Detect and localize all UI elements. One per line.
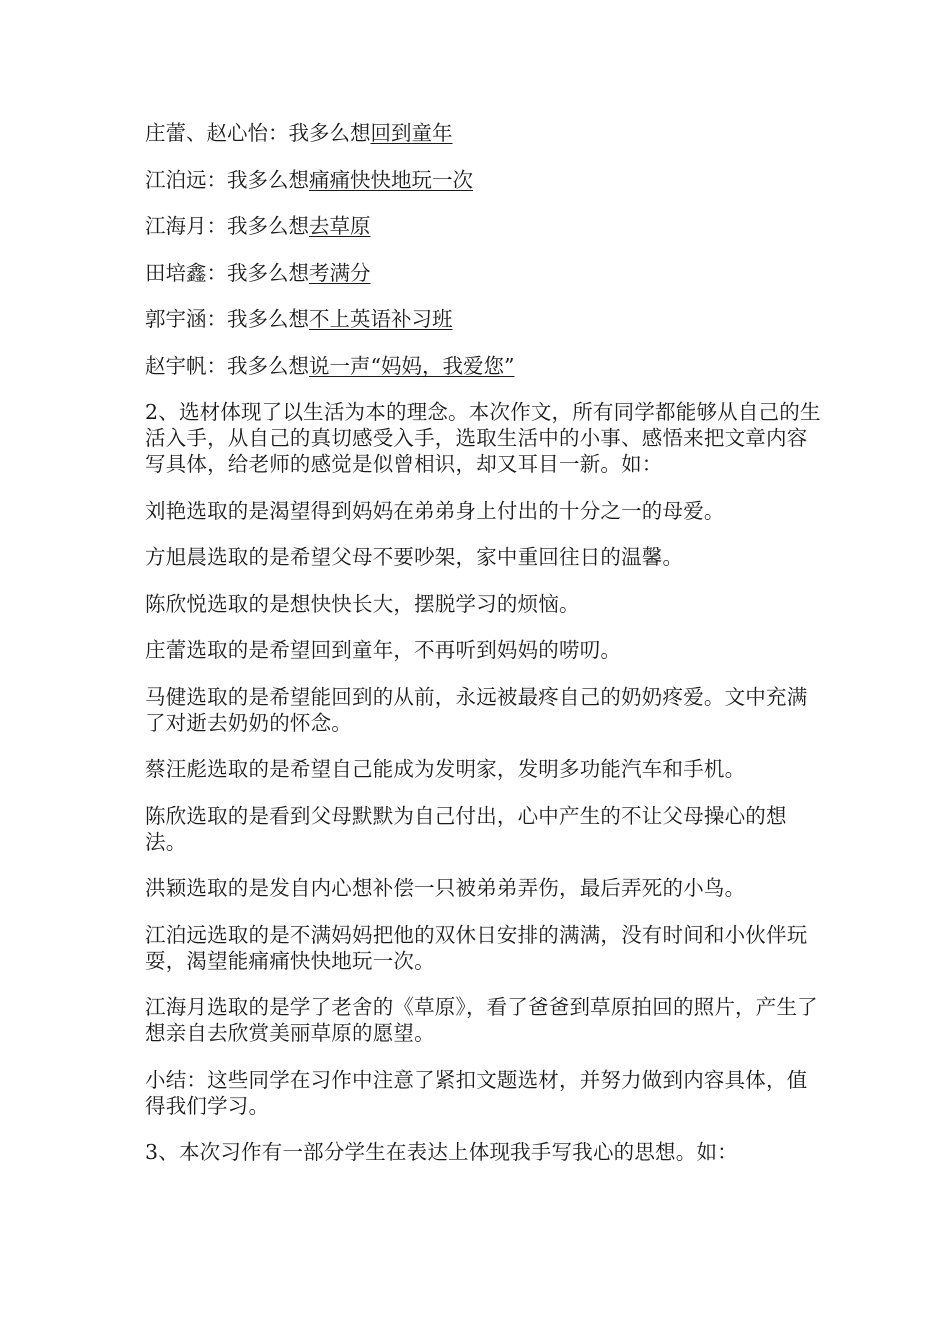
- example-paragraph: 刘艳选取的是渴望得到妈妈在弟弟身上付出的十分之一的母爱。: [145, 498, 725, 523]
- wish-line: [145, 167, 825, 193]
- wish-text: 不上英语补习班: [309, 307, 453, 331]
- wish-prefix: 我多么想: [227, 353, 309, 378]
- example-paragraph: 洪颖选取的是发自内心想补偿一只被弟弟弄伤，最后弄死的小鸟。: [145, 876, 746, 900]
- student-name: 郭宇涵：: [145, 307, 227, 331]
- wish-text: 考满分: [309, 260, 371, 285]
- wish-line: [145, 260, 825, 286]
- wish-line: [145, 120, 825, 146]
- student-name: 江海月：: [145, 214, 227, 238]
- wish-line: [145, 213, 825, 239]
- example-paragraph: 马健选取的是希望能回到的从前，永远被最疼自己的奶奶疼爱。文中充满了对逝去奶奶的怀念。: [145, 684, 808, 735]
- document-page: [145, 120, 825, 1186]
- wish-line: [145, 353, 825, 379]
- example-paragraph: 蔡汪彪选取的是希望自己能成为发明家，发明多功能汽车和手机。: [145, 757, 746, 781]
- section-paragraph: 2、选材体现了以生活为本的理念。本次作文，所有同学都能够从自己的生活入手，从自己的真切感受入手，选取生活中的小事、感悟来把文章内容写具体，给老师的感觉是似曾相识，却又耳目一新。如：: [145, 400, 821, 476]
- wish-prefix: 我多么想: [227, 167, 309, 192]
- student-name: 江泊远：: [145, 167, 227, 192]
- wish-prefix: 我多么想: [227, 260, 309, 285]
- example-paragraph: 江泊远选取的是不满妈妈把他的双休日安排的满满，没有时间和小伙伴玩耍，渴望能痛痛快快地玩一次。: [145, 922, 808, 973]
- summary-paragraph: 小结：这些同学在习作中注意了紧扣文题选材，并努力做到内容具体，值得我们学习。: [145, 1067, 808, 1118]
- example-paragraph: 江海月选取的是学了老舍的《草原》，看了爸爸到草原拍回的照片，产生了想亲自去欣赏美丽草原的愿望。: [145, 995, 818, 1045]
- example-paragraph: 陈欣选取的是看到父母默默为自己付出，心中产生的不让父母操心的想法。: [145, 803, 787, 854]
- student-name: 田培鑫：: [145, 260, 227, 285]
- wish-prefix: 我多么想: [227, 307, 309, 331]
- wish-text: 痛痛快快地玩一次: [309, 167, 473, 192]
- wish-prefix: 我多么想: [288, 121, 371, 145]
- example-paragraph: 方旭晨选取的是希望父母不要吵架，家中重回往日的温馨。: [145, 545, 684, 569]
- student-name: 赵宇帆：: [145, 353, 227, 378]
- wish-line: [145, 306, 825, 332]
- wish-text: 说一声“妈妈，我爱您”: [309, 353, 515, 378]
- student-name: 庄蕾、赵心怡：: [145, 121, 289, 145]
- wish-text: 回到童年: [370, 121, 453, 145]
- example-paragraph: 陈欣悦选取的是想快快长大，摆脱学习的烦恼。: [145, 591, 580, 616]
- example-paragraph: 庄蕾选取的是希望回到童年，不再听到妈妈的唠叨。: [145, 638, 622, 662]
- section-paragraph: 3、本次习作有一部分学生在表达上体现我手写我心的思想。如：: [145, 1140, 738, 1164]
- wish-prefix: 我多么想: [227, 214, 309, 238]
- wish-text: 去草原: [309, 214, 371, 238]
